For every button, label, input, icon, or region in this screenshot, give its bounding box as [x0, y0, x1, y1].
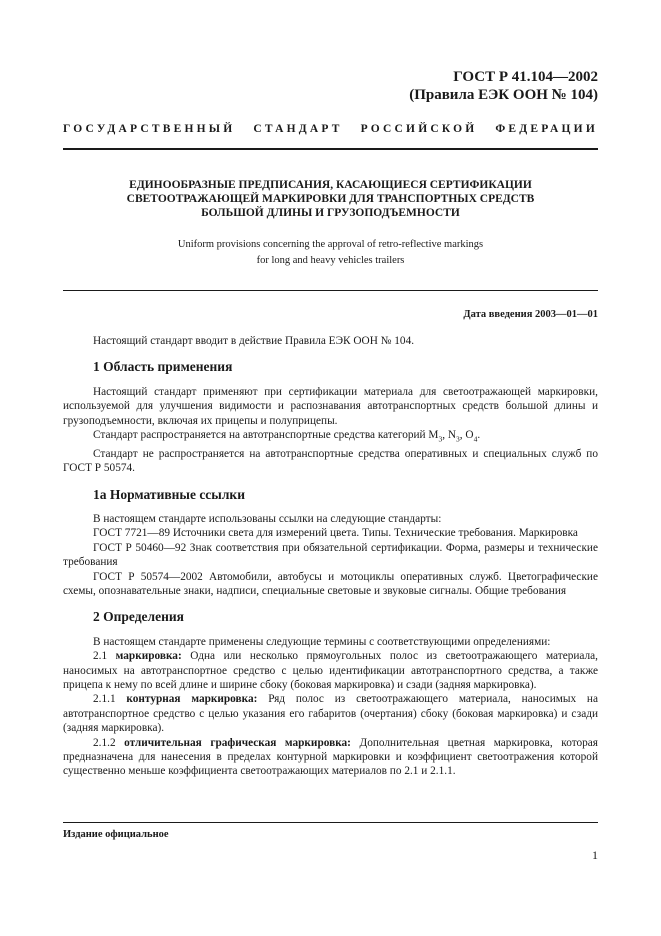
- edition-label: Издание официальное: [63, 829, 169, 840]
- intro-paragraph: Настоящий стандарт вводит в действие Правила ЕЭК ООН № 104.: [93, 335, 415, 347]
- paragraph: Стандарт распространяется на автотранспортные средства категорий $М_3$, $N_3$, $O_4$.: [93, 429, 481, 444]
- section-heading-definitions: 2 Определения: [93, 609, 184, 625]
- reference-item: ГОСТ 7721—89 Источники света для измерений цвета. Типы. Технические требования. Маркировка: [93, 527, 578, 540]
- paragraph: Настоящий стандарт применяют при сертификации материала для светоотражающей маркировки, используемой для улучшения видимости и распознавания автотранспортных средств большой длины и грузоподъемности, включая их прицепы и полуприцепы.: [63, 385, 598, 427]
- definition-item: 2.1 маркировка: Одна или несколько прямоугольных полос из светоотражающего материала, наносимых на автотранспортное средство с целью идентификации автотранспортного средства, а также прицепа к нему по всей длине и ширине сбоку (боковая маркировка) и сзади (задняя маркировка).: [63, 650, 598, 691]
- doc-number: ГОСТ Р 41.104—2002: [453, 69, 598, 85]
- title-line: БОЛЬШОЙ ДЛИНЫ И ГРУЗОПОДЪЕМНОСТИ: [201, 207, 460, 219]
- section-heading-scope: 1 Область применения: [93, 359, 233, 375]
- reference-item: ГОСТ Р 50460—92 Знак соответствия при обязательной сертификации. Форма, размеры и технические требования: [63, 541, 598, 569]
- banner-word: СТАНДАРТ: [253, 123, 343, 135]
- document-body: [63, 334, 598, 779]
- document-title: [63, 178, 598, 220]
- title-divider: [63, 290, 598, 291]
- title-line: СВЕТООТРАЖАЮЩЕЙ МАРКИРОВКИ ДЛЯ ТРАНСПОРТНЫХ СРЕДСТВ: [126, 193, 535, 205]
- banner-word: РОССИЙСКОЙ: [360, 123, 478, 135]
- english-title: [63, 237, 598, 269]
- intro-date: Дата введения 2003—01—01: [463, 309, 598, 320]
- paragraph: В настоящем стандарте применены следующие термины с соответствующими определениями:: [93, 635, 551, 648]
- document-designation: [409, 68, 598, 104]
- header-divider: [63, 148, 598, 150]
- footer-divider: [63, 822, 598, 823]
- banner-word: ГОСУДАРСТВЕННЫЙ: [63, 123, 236, 135]
- title-line: ЕДИНООБРАЗНЫЕ ПРЕДПИСАНИЯ, КАСАЮЩИЕСЯ СЕРТИФИКАЦИИ: [129, 179, 532, 191]
- standard-banner: [63, 123, 598, 135]
- doc-alias: (Правила ЕЭК ООН № 104): [409, 87, 598, 103]
- section-heading-references: 1а Нормативные ссылки: [93, 486, 245, 502]
- paragraph: Стандарт не распространяется на автотранспортные средства оперативных и специальных служб по ГОСТ Р 50574.: [63, 447, 598, 475]
- paragraph: В настоящем стандарте использованы ссылки на следующие стандарты:: [93, 512, 442, 525]
- definition-item: 2.1.1 контурная маркировка: Ряд полос из светоотражающего материала, наносимых на автотранспортное средство с целью указания его габаритов (очертания) сбоку (боковая маркировка) и сзади (задняя маркировка).: [63, 693, 598, 735]
- banner-word: ФЕДЕРАЦИИ: [495, 123, 598, 135]
- page-number: 1: [592, 848, 598, 862]
- definition-item: 2.1.2 отличительная графическая маркировка: Дополнительная цветная маркировка, которая предназначена для нанесения в пределах контурной маркировки и коэффициент светоотражения которой существенно меньше коэффициента светоотражающих материалов по 2.1 и 2.1.1.: [63, 736, 599, 778]
- subtitle-line: for long and heavy vehicles trailers: [256, 255, 405, 266]
- subtitle-line: Uniform provisions concerning the approval of retro-reflective markings: [177, 239, 484, 250]
- reference-item: ГОСТ Р 50574—2002 Автомобили, автобусы и мотоциклы оперативных служб. Цветографические схемы, опознавательные знаки, надписи, специальные световые и звуковые сигналы. Общие требования: [63, 570, 598, 597]
